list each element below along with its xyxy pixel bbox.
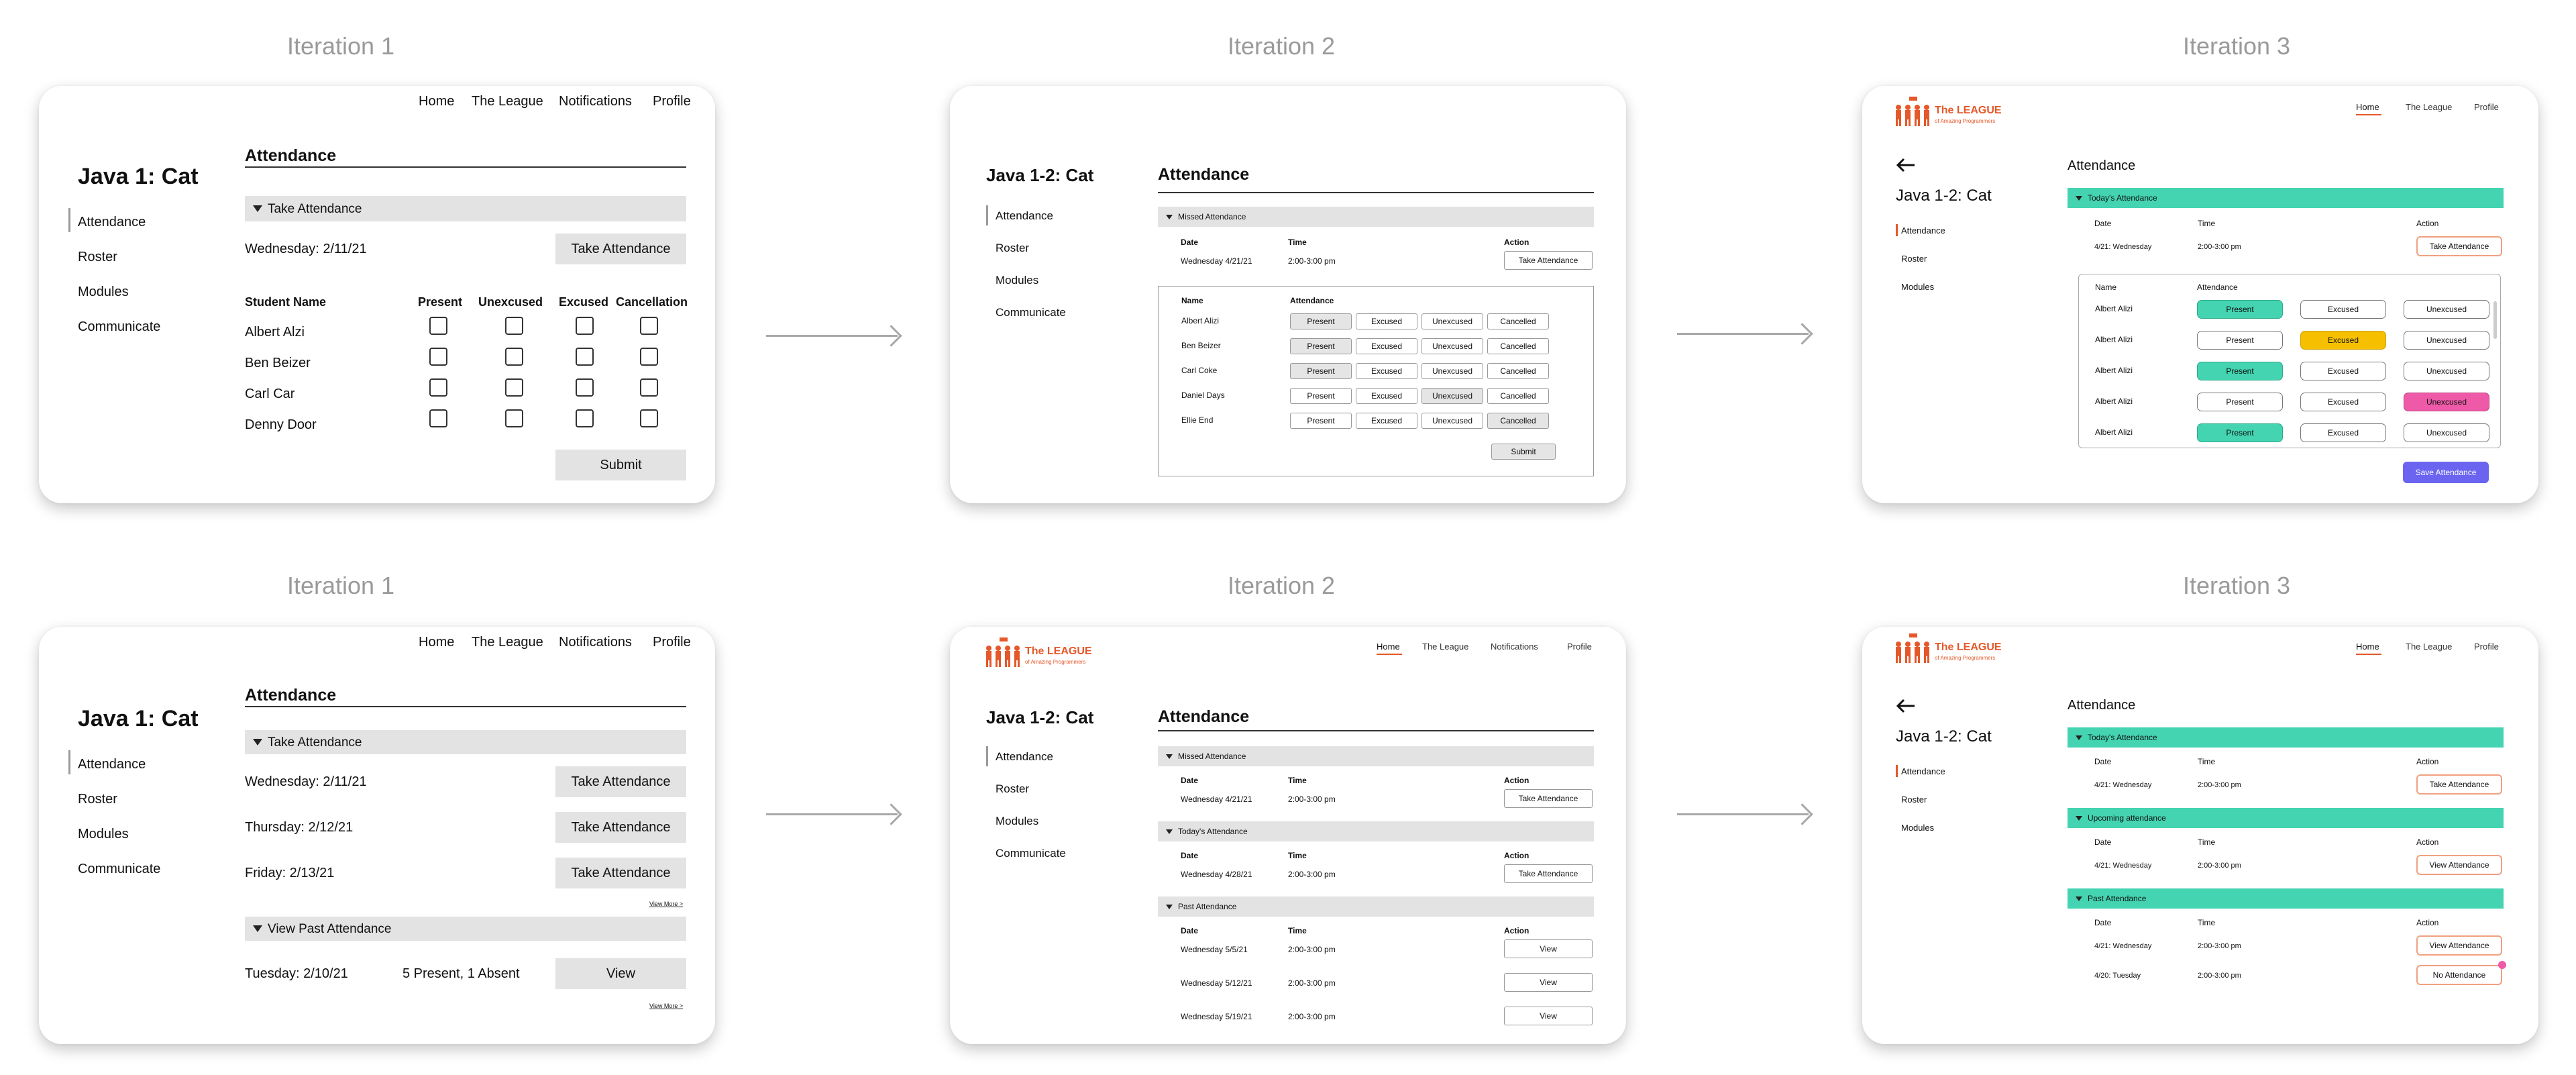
excused-button[interactable]: Excused bbox=[2300, 362, 2386, 380]
nav-notifications[interactable]: Notifications bbox=[559, 94, 632, 109]
notification-dot-icon bbox=[2498, 961, 2506, 969]
unexcused-button[interactable]: Unexcused bbox=[1421, 388, 1483, 404]
logo-name: The LEAGUE bbox=[1935, 642, 2002, 653]
session-date: Wednesday 5/19/21 bbox=[1181, 1012, 1252, 1021]
view-more-link[interactable]: View More > bbox=[649, 1003, 684, 1009]
league-logo bbox=[1893, 632, 2000, 664]
take-attendance-button[interactable]: Take Attendance bbox=[1504, 789, 1593, 808]
past-attendance-accordion[interactable] bbox=[1158, 897, 1594, 917]
page-title: Java 1-2: Cat bbox=[1896, 727, 1992, 746]
iteration-1-label: Iteration 1 bbox=[286, 572, 395, 599]
column-header: Time bbox=[2198, 918, 2216, 927]
excused-checkbox[interactable] bbox=[576, 348, 594, 366]
column-header: Excused bbox=[559, 295, 609, 309]
column-header: Date bbox=[2094, 219, 2112, 228]
unexcused-button[interactable]: Unexcused bbox=[1421, 313, 1483, 329]
take-attendance-button[interactable]: Take Attendance bbox=[555, 812, 686, 843]
sidebar-active-indicator bbox=[68, 750, 70, 774]
wireframe-iteration-2-attendance-list bbox=[950, 627, 1626, 1044]
present-button[interactable]: Present bbox=[2197, 393, 2283, 411]
excused-button[interactable]: Excused bbox=[1356, 413, 1417, 429]
upcoming-attendance-accordion[interactable] bbox=[2068, 808, 2504, 828]
student-name: Albert Alizi bbox=[2095, 397, 2133, 406]
session-date: 4/21: Wednesday bbox=[2094, 942, 2152, 950]
nav-the-league[interactable]: The League bbox=[472, 94, 543, 109]
iteration-3-label: Iteration 3 bbox=[2182, 32, 2291, 60]
iteration-2-label: Iteration 2 bbox=[1227, 572, 1336, 599]
view-button[interactable]: View bbox=[555, 958, 686, 989]
column-header: Action bbox=[2416, 918, 2439, 927]
nav-profile[interactable]: Profile bbox=[2474, 642, 2499, 652]
excused-button[interactable]: Excused bbox=[2300, 423, 2386, 442]
divider bbox=[1158, 730, 1594, 731]
league-logo-icon bbox=[1893, 95, 1933, 127]
back-arrow-icon[interactable] bbox=[1896, 698, 1916, 714]
present-button[interactable]: Present bbox=[2197, 331, 2283, 350]
submit-button[interactable]: Submit bbox=[555, 450, 686, 480]
student-name: Carl Coke bbox=[1181, 366, 1218, 375]
sidebar-item-modules[interactable]: Modules bbox=[1901, 823, 1935, 833]
unexcused-button[interactable]: Unexcused bbox=[2404, 393, 2489, 411]
student-name: Albert Alizi bbox=[2095, 335, 2133, 344]
excused-button[interactable]: Excused bbox=[2300, 300, 2386, 319]
nav-active-underline bbox=[2356, 114, 2381, 115]
sidebar-active-indicator bbox=[1896, 765, 1898, 777]
back-arrow-icon[interactable] bbox=[1896, 157, 1916, 173]
take-attendance-accordion[interactable] bbox=[245, 196, 686, 221]
session-time: 2:00-3:00 pm bbox=[1288, 945, 1336, 954]
iteration-2-label: Iteration 2 bbox=[1227, 32, 1336, 60]
sidebar-item-attendance[interactable]: Attendance bbox=[996, 209, 1054, 222]
nav-home[interactable]: Home bbox=[419, 635, 455, 650]
caret-down-icon bbox=[1166, 754, 1173, 759]
nav-profile[interactable]: Profile bbox=[653, 635, 691, 650]
league-logo-icon bbox=[983, 636, 1024, 668]
take-attendance-accordion[interactable] bbox=[245, 730, 686, 754]
column-header: Action bbox=[1504, 851, 1529, 860]
no-attendance-button[interactable]: No Attendance bbox=[2416, 965, 2502, 985]
arrow-right-icon bbox=[766, 335, 898, 337]
accordion-label: Today's Attendance bbox=[2088, 733, 2157, 742]
sidebar-item-modules[interactable]: Modules bbox=[996, 815, 1039, 827]
page-title: Java 1-2: Cat bbox=[1896, 187, 1992, 205]
caret-down-icon bbox=[2076, 735, 2082, 740]
session-date: 4/20: Tuesday bbox=[2094, 972, 2141, 980]
caret-down-icon bbox=[1166, 905, 1173, 909]
column-header: Time bbox=[2198, 757, 2216, 766]
column-header: Action bbox=[1504, 776, 1529, 785]
unexcused-checkbox[interactable] bbox=[505, 378, 523, 397]
nav-profile[interactable]: Profile bbox=[1567, 642, 1592, 652]
section-heading: Attendance bbox=[245, 686, 337, 705]
accordion-label: Take Attendance bbox=[268, 202, 362, 216]
nav-the-league[interactable]: The League bbox=[1422, 642, 1469, 652]
nav-active-underline bbox=[2356, 654, 2381, 655]
wireframe-iteration-2-take-attendance bbox=[950, 86, 1626, 503]
session-time: 2:00-3:00 pm bbox=[2198, 942, 2241, 950]
league-logo-icon bbox=[1893, 632, 1933, 664]
session-date: Wednesday: 2/11/21 bbox=[245, 242, 367, 256]
student-name: Albert Alizi bbox=[2095, 427, 2133, 437]
divider bbox=[245, 706, 686, 707]
session-time: 2:00-3:00 pm bbox=[2198, 781, 2241, 789]
take-attendance-button[interactable]: Take Attendance bbox=[1504, 864, 1593, 883]
logo-name: The LEAGUE bbox=[1935, 105, 2002, 116]
student-name: Albert Alizi bbox=[2095, 366, 2133, 375]
section-heading: Attendance bbox=[1158, 707, 1250, 726]
session-date: 4/21: Wednesday bbox=[2094, 781, 2152, 789]
excused-button[interactable]: Excused bbox=[1356, 388, 1417, 404]
cancelled-button[interactable]: Cancelled bbox=[1487, 413, 1549, 429]
caret-down-icon bbox=[2076, 897, 2082, 901]
caret-down-icon bbox=[1166, 215, 1173, 219]
nav-profile[interactable]: Profile bbox=[2474, 102, 2499, 112]
arrow-right-icon bbox=[1677, 813, 1809, 815]
session-time: 2:00-3:00 pm bbox=[1288, 795, 1336, 804]
unexcused-button[interactable]: Unexcused bbox=[2404, 423, 2489, 442]
cancelled-button[interactable]: Cancelled bbox=[1487, 388, 1549, 404]
session-time: 2:00-3:00 pm bbox=[1288, 870, 1336, 879]
column-header: Date bbox=[1181, 926, 1199, 935]
session-time: 2:00-3:00 pm bbox=[2198, 243, 2241, 251]
attendance-summary: 5 Present, 1 Absent bbox=[402, 966, 520, 981]
column-header: Action bbox=[1504, 238, 1529, 247]
todays-attendance-accordion[interactable] bbox=[2068, 727, 2504, 748]
accordion-label: Today's Attendance bbox=[1178, 827, 1248, 836]
column-header: Time bbox=[1288, 238, 1307, 247]
cancelled-button[interactable]: Cancelled bbox=[1487, 313, 1549, 329]
present-button[interactable]: Present bbox=[1290, 363, 1352, 379]
nav-home[interactable]: Home bbox=[2356, 102, 2379, 112]
unexcused-button[interactable]: Unexcused bbox=[2404, 362, 2489, 380]
column-header: Date bbox=[1181, 238, 1199, 247]
nav-the-league[interactable]: The League bbox=[2406, 642, 2453, 652]
session-date: Thursday: 2/12/21 bbox=[245, 820, 354, 835]
view-past-attendance-accordion[interactable] bbox=[245, 917, 686, 941]
student-name: Denny Door bbox=[245, 417, 317, 432]
wireframe-iteration-1-take-attendance bbox=[39, 86, 715, 503]
session-date: Wednesday 5/12/21 bbox=[1181, 978, 1252, 988]
excused-checkbox[interactable] bbox=[576, 409, 594, 427]
excused-button[interactable]: Excused bbox=[1356, 313, 1417, 329]
sidebar-active-indicator bbox=[68, 208, 70, 232]
wireframe-iteration-3-take-attendance bbox=[1862, 86, 2538, 503]
caret-down-icon bbox=[253, 205, 262, 212]
sidebar-item-roster[interactable]: Roster bbox=[78, 792, 117, 807]
sidebar-item-roster[interactable]: Roster bbox=[996, 782, 1030, 795]
sidebar-item-communicate[interactable]: Communicate bbox=[78, 319, 161, 334]
column-header: Time bbox=[2198, 837, 2216, 847]
view-button[interactable]: View bbox=[1504, 939, 1593, 958]
column-header: Action bbox=[2416, 219, 2439, 228]
student-name: Albert Alizi bbox=[1181, 316, 1220, 325]
sidebar-item-modules[interactable]: Modules bbox=[1901, 282, 1935, 292]
column-header: Name bbox=[2095, 283, 2117, 292]
unexcused-checkbox[interactable] bbox=[505, 409, 523, 427]
excused-checkbox[interactable] bbox=[576, 317, 594, 335]
nav-home[interactable]: Home bbox=[1377, 642, 1400, 652]
accordion-label: Missed Attendance bbox=[1178, 212, 1246, 221]
missed-attendance-accordion[interactable] bbox=[1158, 746, 1594, 766]
attendance-table-panel bbox=[2078, 274, 2501, 448]
league-logo bbox=[1893, 95, 2000, 127]
column-header: Date bbox=[2094, 918, 2112, 927]
present-checkbox[interactable] bbox=[429, 378, 447, 397]
logo-tagline: of Amazing Programmers bbox=[1935, 118, 1996, 124]
take-attendance-button[interactable]: Take Attendance bbox=[2416, 774, 2502, 795]
page-title: Java 1-2: Cat bbox=[986, 707, 1094, 727]
nav-the-league[interactable]: The League bbox=[2406, 102, 2453, 112]
section-heading: Attendance bbox=[245, 146, 337, 165]
accordion-label: Past Attendance bbox=[1178, 902, 1237, 911]
excused-button[interactable]: Excused bbox=[2300, 331, 2386, 350]
sidebar-item-roster[interactable]: Roster bbox=[78, 250, 117, 264]
student-name: Ben Beizer bbox=[245, 356, 311, 370]
column-header: Date bbox=[2094, 837, 2112, 847]
take-attendance-button[interactable]: Take Attendance bbox=[555, 234, 686, 264]
accordion-label: Take Attendance bbox=[268, 735, 362, 750]
todays-attendance-accordion[interactable] bbox=[2068, 188, 2504, 208]
nav-home[interactable]: Home bbox=[419, 94, 455, 109]
divider bbox=[245, 166, 686, 168]
session-time: 2:00-3:00 pm bbox=[2198, 972, 2241, 980]
sidebar-item-attendance[interactable]: Attendance bbox=[1901, 766, 1945, 776]
sidebar-item-attendance[interactable]: Attendance bbox=[78, 215, 146, 229]
sidebar-item-communicate[interactable]: Communicate bbox=[996, 847, 1066, 860]
column-header: Time bbox=[1288, 776, 1307, 785]
excused-checkbox[interactable] bbox=[576, 378, 594, 397]
present-button[interactable]: Present bbox=[2197, 362, 2283, 380]
present-button[interactable]: Present bbox=[1290, 338, 1352, 354]
section-heading: Attendance bbox=[1158, 165, 1250, 184]
session-time: 2:00-3:00 pm bbox=[2198, 862, 2241, 870]
student-name: Carl Car bbox=[245, 387, 295, 401]
session-date: Tuesday: 2/10/21 bbox=[245, 966, 348, 981]
student-name: Albert Alzi bbox=[245, 325, 305, 340]
sidebar-item-roster[interactable]: Roster bbox=[996, 242, 1030, 254]
nav-the-league[interactable]: The League bbox=[472, 635, 543, 650]
unexcused-button[interactable]: Unexcused bbox=[1421, 363, 1483, 379]
sidebar-item-modules[interactable]: Modules bbox=[78, 285, 129, 299]
wireframe-iteration-1-attendance-list bbox=[39, 627, 715, 1044]
missed-attendance-accordion[interactable] bbox=[1158, 207, 1594, 227]
view-attendance-button[interactable]: View Attendance bbox=[2416, 935, 2502, 956]
excused-button[interactable]: Excused bbox=[1356, 363, 1417, 379]
sidebar-item-roster[interactable]: Roster bbox=[1901, 795, 1927, 805]
sidebar-active-indicator bbox=[986, 205, 988, 225]
present-checkbox[interactable] bbox=[429, 317, 447, 335]
column-header: Date bbox=[1181, 776, 1199, 785]
cancelled-button[interactable]: Cancelled bbox=[1487, 338, 1549, 354]
take-attendance-button[interactable]: Take Attendance bbox=[555, 766, 686, 797]
unexcused-checkbox[interactable] bbox=[505, 348, 523, 366]
sidebar-item-modules[interactable]: Modules bbox=[996, 274, 1039, 287]
student-name: Ben Beizer bbox=[1181, 341, 1221, 350]
attendance-table-panel bbox=[1158, 286, 1594, 476]
take-attendance-button[interactable]: Take Attendance bbox=[555, 858, 686, 888]
view-more-link[interactable]: View More > bbox=[649, 901, 684, 907]
sidebar-item-attendance[interactable]: Attendance bbox=[1901, 225, 1945, 236]
cancellation-checkbox[interactable] bbox=[640, 378, 658, 397]
present-button[interactable]: Present bbox=[1290, 413, 1352, 429]
sidebar-item-attendance[interactable]: Attendance bbox=[996, 750, 1054, 763]
page-title: Java 1-2: Cat bbox=[986, 165, 1094, 185]
student-name: Ellie End bbox=[1181, 415, 1214, 425]
present-button[interactable]: Present bbox=[2197, 300, 2283, 319]
column-header: Date bbox=[2094, 757, 2112, 766]
session-time: 2:00-3:00 pm bbox=[1288, 978, 1336, 988]
view-button[interactable]: View bbox=[1504, 973, 1593, 992]
logo-tagline: of Amazing Programmers bbox=[1935, 655, 1996, 661]
session-time: 2:00-3:00 pm bbox=[1288, 1012, 1336, 1021]
arrow-right-icon bbox=[1677, 333, 1809, 335]
nav-notifications[interactable]: Notifications bbox=[1491, 642, 1538, 652]
column-header: Attendance bbox=[1290, 296, 1334, 305]
nav-profile[interactable]: Profile bbox=[653, 94, 691, 109]
caret-down-icon bbox=[253, 739, 262, 746]
arrow-right-icon bbox=[766, 813, 898, 815]
unexcused-button[interactable]: Unexcused bbox=[2404, 300, 2489, 319]
league-logo bbox=[983, 636, 1091, 668]
student-name: Albert Alizi bbox=[2095, 304, 2133, 313]
nav-home[interactable]: Home bbox=[2356, 642, 2379, 652]
column-header: Time bbox=[2198, 219, 2216, 228]
view-attendance-button[interactable]: View Attendance bbox=[2416, 855, 2502, 875]
cancellation-checkbox[interactable] bbox=[640, 409, 658, 427]
session-date: Friday: 2/13/21 bbox=[245, 866, 335, 880]
page-title: Java 1: Cat bbox=[78, 706, 199, 731]
sidebar-item-attendance[interactable]: Attendance bbox=[78, 757, 146, 772]
sidebar-active-indicator bbox=[1896, 224, 1898, 236]
past-attendance-accordion[interactable] bbox=[2068, 888, 2504, 909]
todays-attendance-accordion[interactable] bbox=[1158, 821, 1594, 841]
caret-down-icon bbox=[2076, 196, 2082, 201]
session-date: Wednesday 5/5/21 bbox=[1181, 945, 1248, 954]
column-header: Action bbox=[2416, 837, 2439, 847]
submit-button[interactable]: Submit bbox=[1491, 444, 1556, 460]
present-button[interactable]: Present bbox=[1290, 313, 1352, 329]
excused-button[interactable]: Excused bbox=[1356, 338, 1417, 354]
present-checkbox[interactable] bbox=[429, 348, 447, 366]
accordion-label: Past Attendance bbox=[2088, 894, 2147, 903]
section-heading: Attendance bbox=[2068, 158, 2136, 173]
student-name: Daniel Days bbox=[1181, 391, 1225, 400]
present-button[interactable]: Present bbox=[1290, 388, 1352, 404]
session-date: Wednesday 4/21/21 bbox=[1181, 256, 1252, 266]
column-header: Student Name bbox=[245, 295, 327, 309]
scrollbar[interactable] bbox=[2493, 301, 2497, 339]
nav-notifications[interactable]: Notifications bbox=[559, 635, 632, 650]
nav-active-underline bbox=[1377, 654, 1402, 655]
accordion-label: View Past Attendance bbox=[268, 922, 392, 936]
column-header: Cancellation bbox=[616, 295, 688, 309]
session-date: 4/21: Wednesday bbox=[2094, 862, 2152, 870]
iteration-1-label: Iteration 1 bbox=[286, 32, 395, 60]
accordion-label: Today's Attendance bbox=[2088, 193, 2157, 203]
page-title: Java 1: Cat bbox=[78, 164, 199, 189]
accordion-label: Missed Attendance bbox=[1178, 752, 1246, 761]
sidebar-item-roster[interactable]: Roster bbox=[1901, 254, 1927, 264]
divider bbox=[1158, 192, 1594, 193]
cancellation-checkbox[interactable] bbox=[640, 317, 658, 335]
accordion-label: Upcoming attendance bbox=[2088, 813, 2166, 823]
column-header: Time bbox=[1288, 926, 1307, 935]
caret-down-icon bbox=[1166, 829, 1173, 834]
session-date: Wednesday 4/28/21 bbox=[1181, 870, 1252, 879]
iteration-3-label: Iteration 3 bbox=[2182, 572, 2291, 599]
column-header: Time bbox=[1288, 851, 1307, 860]
session-time: 2:00-3:00 pm bbox=[1288, 256, 1336, 266]
sidebar-item-communicate[interactable]: Communicate bbox=[78, 862, 161, 876]
excused-button[interactable]: Excused bbox=[2300, 393, 2386, 411]
sidebar-active-indicator bbox=[986, 746, 988, 766]
present-checkbox[interactable] bbox=[429, 409, 447, 427]
present-button[interactable]: Present bbox=[2197, 423, 2283, 442]
logo-name: The LEAGUE bbox=[1025, 646, 1092, 657]
logo-tagline: of Amazing Programmers bbox=[1025, 659, 1086, 665]
unexcused-checkbox[interactable] bbox=[505, 317, 523, 335]
cancelled-button[interactable]: Cancelled bbox=[1487, 363, 1549, 379]
caret-down-icon bbox=[253, 925, 262, 932]
sidebar-item-modules[interactable]: Modules bbox=[78, 827, 129, 841]
save-attendance-button[interactable]: Save Attendance bbox=[2403, 462, 2489, 483]
unexcused-button[interactable]: Unexcused bbox=[2404, 331, 2489, 350]
column-header: Present bbox=[418, 295, 463, 309]
sidebar-item-communicate[interactable]: Communicate bbox=[996, 306, 1066, 319]
column-header: Unexcused bbox=[478, 295, 543, 309]
take-attendance-button[interactable]: Take Attendance bbox=[2416, 236, 2502, 256]
column-header: Attendance bbox=[2197, 283, 2238, 292]
column-header: Action bbox=[2416, 757, 2439, 766]
view-button[interactable]: View bbox=[1504, 1007, 1593, 1025]
caret-down-icon bbox=[2076, 816, 2082, 821]
take-attendance-button[interactable]: Take Attendance bbox=[1504, 251, 1593, 270]
unexcused-button[interactable]: Unexcused bbox=[1421, 338, 1483, 354]
session-date: Wednesday 4/21/21 bbox=[1181, 795, 1252, 804]
cancellation-checkbox[interactable] bbox=[640, 348, 658, 366]
column-header: Action bbox=[1504, 926, 1529, 935]
session-date: Wednesday: 2/11/21 bbox=[245, 774, 367, 789]
wireframe-iteration-3-attendance-list bbox=[1862, 627, 2538, 1044]
section-heading: Attendance bbox=[2068, 698, 2136, 713]
column-header: Date bbox=[1181, 851, 1199, 860]
session-date: 4/21: Wednesday bbox=[2094, 243, 2152, 251]
unexcused-button[interactable]: Unexcused bbox=[1421, 413, 1483, 429]
column-header: Name bbox=[1181, 296, 1203, 305]
